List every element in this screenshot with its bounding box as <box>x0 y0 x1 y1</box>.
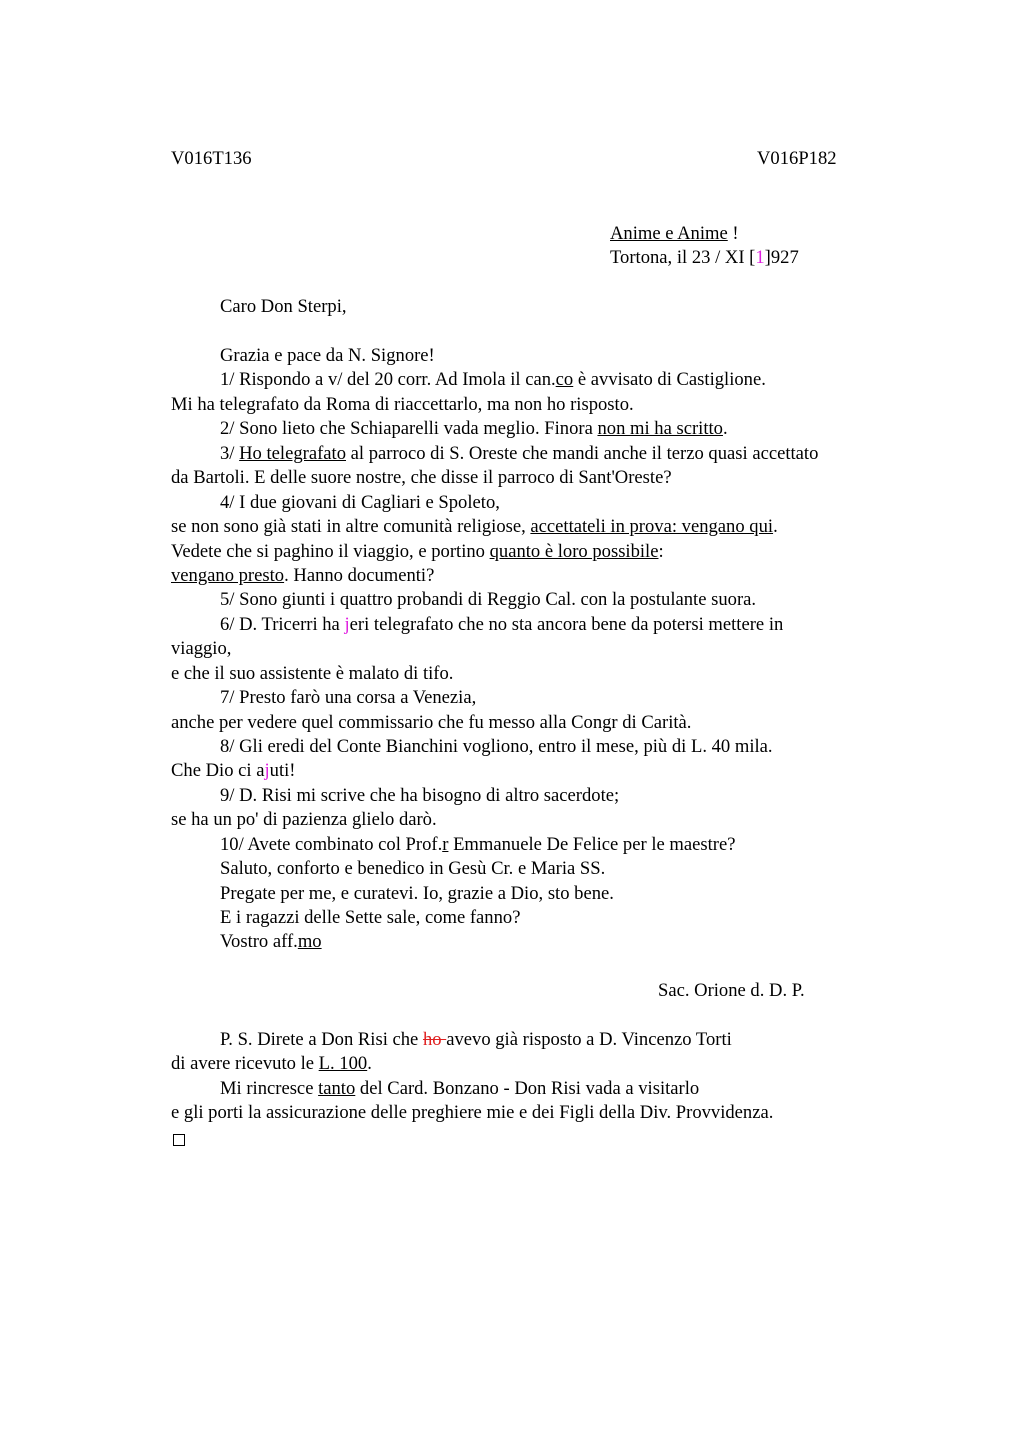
text: Che Dio ci a <box>171 760 265 781</box>
closing-line-3: E i ragazzi delle Sette sale, come fanno? <box>220 907 521 928</box>
text: . <box>367 1053 372 1074</box>
text: eri telegrafato che no sta ancora bene da potersi mettere in <box>349 614 784 635</box>
underlined-text: accettateli in prova: vengano qui <box>530 516 774 537</box>
text: 6/ D. Tricerri ha <box>220 614 345 635</box>
item-8-line-2 <box>171 759 295 784</box>
text: 1/ Rispondo a v/ del 20 corr. Ad Imola il can. <box>220 369 556 390</box>
item-8-line-1: 8/ Gli eredi del Conte Bianchini vogliono, entro il mese, più di L. 40 mila. <box>220 736 773 757</box>
motto-suffix: ! <box>727 223 739 244</box>
date-prefix: Tortona, il 23 / XI [ <box>610 247 756 268</box>
text: . <box>722 418 728 439</box>
text: se non sono già stati in altre comunità religiose, <box>171 516 531 537</box>
date-inserted-digit: 1 <box>755 247 765 268</box>
underlined-text: vengano presto <box>171 565 285 586</box>
inserted-letter: j <box>344 614 350 635</box>
text: . Hanno documenti? <box>284 565 435 586</box>
text: Mi rincresce <box>220 1078 319 1099</box>
item-7-line-1: 7/ Presto farò una corsa a Venezia, <box>220 687 477 708</box>
item-9-line-2: se ha un po' di pazienza glielo darò. <box>171 809 437 830</box>
text: di avere ricevuto le <box>171 1053 319 1074</box>
text: 2/ Sono lieto che Schiaparelli vada meglio. Finora <box>220 418 598 439</box>
postscript-line-1 <box>220 1028 732 1053</box>
underlined-text: r <box>442 834 449 855</box>
postscript-line-3 <box>220 1077 699 1102</box>
item-1-line-2: Mi ha telegrafato da Roma di riaccettarlo, ma non ho risposto. <box>171 394 634 415</box>
date-line <box>610 246 799 271</box>
item-4-line-4 <box>171 564 434 589</box>
underlined-text: mo <box>297 931 322 952</box>
item-5: 5/ Sono giunti i quattro probandi di Reggio Cal. con la postulante suora. <box>220 589 757 610</box>
date-suffix: ]927 <box>764 247 799 268</box>
text: : <box>658 541 664 562</box>
item-9-line-1: 9/ D. Risi mi scrive che ha bisogno di altro sacerdote; <box>220 785 620 806</box>
item-10 <box>220 833 735 858</box>
item-3-line-1 <box>220 442 818 467</box>
postscript-line-4: e gli porti la assicurazione delle preghiere mie e dei Figli della Div. Provvidenza. <box>171 1102 774 1123</box>
closing-line-4 <box>220 930 322 955</box>
end-marker-box-icon <box>173 1129 185 1154</box>
text: . <box>773 516 778 537</box>
text: Vedete che si paghino il viaggio, e portino <box>171 541 490 562</box>
item-6-line-1 <box>220 613 783 638</box>
text: Emmanuele De Felice per le maestre? <box>448 834 736 855</box>
text: Vostro aff. <box>220 931 298 952</box>
text: uti! <box>269 760 296 781</box>
text: 3/ <box>220 443 240 464</box>
underlined-text: co <box>555 369 574 390</box>
postscript-line-2 <box>171 1052 372 1077</box>
item-6-line-2: viaggio, <box>171 638 232 659</box>
underlined-text: L. 100 <box>318 1053 368 1074</box>
text: al parroco di S. Oreste che mandi anche il terzo quasi accettato <box>346 443 819 464</box>
greeting: Grazia e pace da N. Signore! <box>220 345 435 366</box>
text: 10/ Avete combinato col Prof. <box>220 834 443 855</box>
item-1-line-1 <box>220 368 766 393</box>
motto-line <box>610 222 739 247</box>
text: del Card. Bonzano - Don Risi vada a visitarlo <box>355 1078 700 1099</box>
signature: Sac. Orione d. D. P. <box>658 980 805 1001</box>
text: P. S. Direte a Don Risi che <box>220 1029 423 1050</box>
item-4-line-2 <box>171 515 778 540</box>
item-4-line-3 <box>171 540 664 565</box>
inserted-letter: j <box>264 760 270 781</box>
salutation: Caro Don Sterpi, <box>220 296 347 317</box>
document-code-right: V016P182 <box>757 148 837 169</box>
deleted-text: ho <box>422 1029 447 1050</box>
text: avevo già risposto a D. Vincenzo Torti <box>446 1029 732 1050</box>
item-4-line-1: 4/ I due giovani di Cagliari e Spoleto, <box>220 492 500 513</box>
underlined-text: tanto <box>318 1078 356 1099</box>
item-7-line-2: anche per vedere quel commissario che fu messo alla Congr di Carità. <box>171 712 692 733</box>
item-2 <box>220 417 728 442</box>
text: è avvisato di Castiglione. <box>573 369 766 390</box>
item-6-line-3: e che il suo assistente è malato di tifo. <box>171 663 454 684</box>
document-code-left: V016T136 <box>171 148 252 169</box>
item-3-line-2: da Bartoli. E delle suore nostre, che disse il parroco di Sant'Oreste? <box>171 467 672 488</box>
underlined-text: Ho telegrafato <box>239 443 346 464</box>
closing-line-1: Saluto, conforto e benedico in Gesù Cr. e Maria SS. <box>220 858 606 879</box>
motto: Anime e Anime <box>610 223 728 244</box>
underlined-text: quanto è loro possibile <box>489 541 659 562</box>
underlined-text: non mi ha scritto <box>597 418 723 439</box>
closing-line-2: Pregate per me, e curatevi. Io, grazie a Dio, sto bene. <box>220 883 614 904</box>
